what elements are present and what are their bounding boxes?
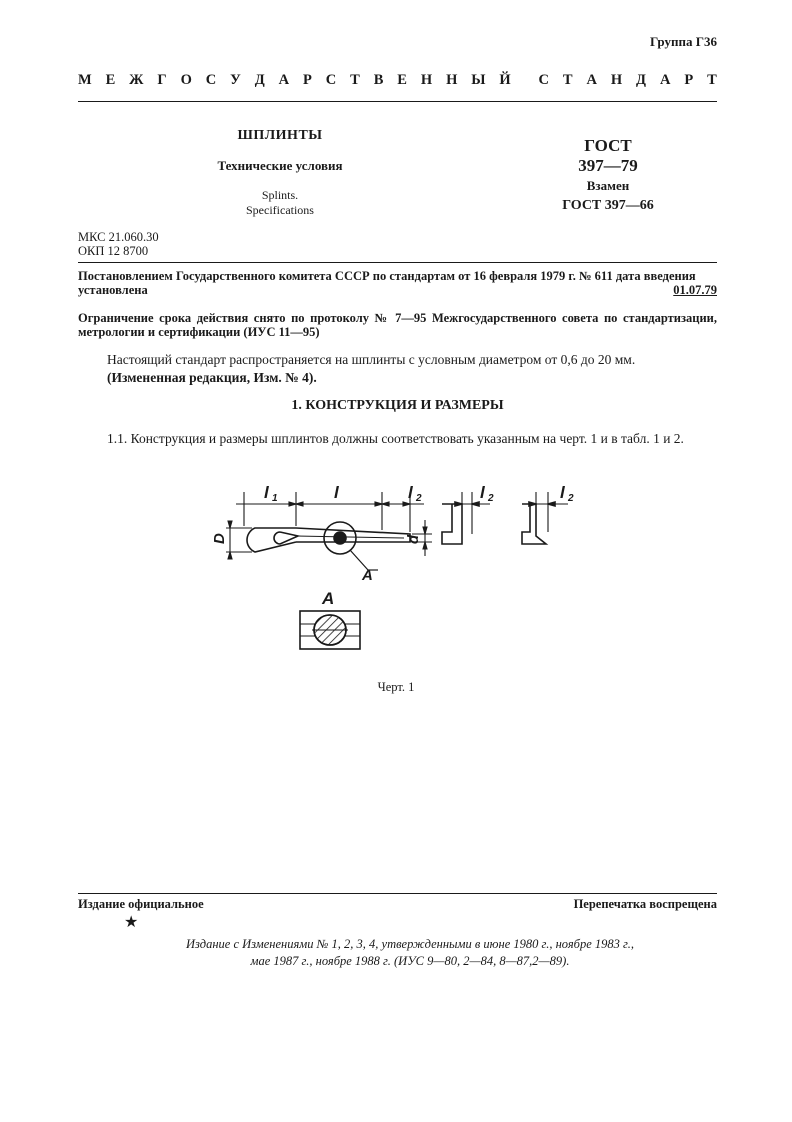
title-block bbox=[180, 128, 380, 218]
dim-sub-2: 2 bbox=[416, 493, 422, 504]
dim-label-l2-view1: l bbox=[480, 484, 485, 502]
edition-note-line2: мае 1987 г., ноябре 1988 г. (ИУС 9—80, 2—84, 8—87,2—89). bbox=[250, 954, 570, 968]
heading-letter: Т bbox=[350, 72, 360, 88]
decree-line2-row bbox=[78, 283, 717, 297]
cotter-pin-drawing bbox=[200, 484, 590, 674]
gost-block bbox=[548, 136, 668, 214]
heading-letter: Г bbox=[157, 72, 167, 88]
codes-rule bbox=[78, 262, 717, 263]
section-a-view bbox=[300, 611, 360, 649]
replaces-label: Взамен bbox=[586, 178, 630, 193]
heading-letter: А bbox=[586, 72, 597, 88]
decree-paragraph bbox=[78, 269, 717, 297]
heading-letter: Т bbox=[562, 72, 573, 88]
heading-letter: О bbox=[180, 72, 192, 88]
english-title-line1: Splints. bbox=[261, 188, 299, 202]
dim-label-d: d bbox=[405, 534, 422, 544]
heading-letter: С bbox=[538, 72, 549, 88]
heading-letter: Т bbox=[707, 72, 717, 88]
introduction-date: 01.07.79 bbox=[673, 283, 717, 297]
clause-1-1: 1.1. Конструкция и размеры шплинтов должны соответствовать указанным на черт. 1 и в табл. 1 и 2. bbox=[107, 431, 684, 446]
replaced-gost: ГОСТ 397—66 bbox=[562, 198, 654, 213]
classification-codes bbox=[78, 230, 159, 258]
okp-code: ОКП 12 8700 bbox=[78, 244, 149, 258]
star-mark: ★ bbox=[124, 914, 139, 931]
heading-letter: Н bbox=[610, 72, 623, 88]
dim-label-l1: l bbox=[264, 484, 269, 502]
footer-rule bbox=[78, 893, 717, 894]
section-title: 1. КОНСТРУКЦИЯ И РАЗМЕРЫ bbox=[291, 398, 504, 413]
scope-amendment: (Измененная редакция, Изм. № 4). bbox=[107, 370, 317, 385]
interstate-standard-heading bbox=[78, 72, 717, 89]
mks-code: МКС 21.060.30 bbox=[78, 230, 159, 244]
heading-letter: Е bbox=[105, 72, 116, 88]
header-rule bbox=[78, 101, 717, 102]
reprint-prohibited-label: Перепечатка воспрещена bbox=[573, 897, 717, 911]
heading-letter: А bbox=[659, 72, 671, 88]
gost-number: 397—79 bbox=[578, 156, 638, 175]
decree-line2: установлена bbox=[78, 283, 148, 297]
dim-sub-2-view2: 2 bbox=[568, 493, 574, 504]
dim-label-D: D bbox=[211, 533, 228, 544]
heading-letter: Н bbox=[446, 72, 458, 88]
heading-letter: Й bbox=[499, 72, 511, 88]
heading-letter: Д bbox=[636, 72, 647, 88]
heading-letter: В bbox=[373, 72, 384, 88]
scope-text: Настоящий стандарт распространяется на шплинты с условным диаметром от 0,6 до 20 мм. bbox=[107, 352, 636, 367]
group-code: Группа Г36 bbox=[649, 34, 717, 49]
heading-letter: Н bbox=[420, 72, 433, 88]
edition-note-line1: Издание с Изменениями № 1, 2, 3, 4, утвержденными в июне 1980 г., ноябре 1983 г., bbox=[186, 937, 634, 951]
heading-letter: Ж bbox=[129, 72, 144, 88]
heading-letter: Е bbox=[397, 72, 407, 88]
scope-paragraph bbox=[107, 351, 717, 387]
heading-letter: М bbox=[78, 72, 92, 88]
detail-label-A: A bbox=[362, 567, 373, 584]
heading-letter: Р bbox=[684, 72, 694, 88]
section-label-A: A bbox=[322, 589, 335, 608]
official-edition-label: Издание официальное bbox=[78, 897, 204, 911]
heading-letter: Р bbox=[302, 72, 312, 88]
english-title-line2: Specifications bbox=[246, 203, 314, 217]
dim-label-l2: l bbox=[408, 484, 413, 502]
pin-side-view bbox=[247, 522, 410, 570]
limitation-paragraph: Ограничение срока действия снято по протоколу № 7—95 Межгосударственного совета по стандартизации, метрологии и сертификации (ИУС 11—95) bbox=[78, 311, 717, 339]
figure-caption: Черт. 1 bbox=[377, 680, 415, 694]
document-subtitle: Технические условия bbox=[217, 158, 343, 173]
heading-letter: С bbox=[325, 72, 337, 88]
dim-label-l2-view2: l bbox=[560, 484, 565, 502]
heading-letter: А bbox=[278, 72, 290, 88]
heading-letter: С bbox=[205, 72, 217, 88]
dim-label-l: l bbox=[334, 484, 339, 502]
heading-letter: Д bbox=[254, 72, 265, 88]
dim-sub-2-view1: 2 bbox=[488, 493, 494, 504]
heading-letter: Ы bbox=[471, 72, 486, 88]
heading-letter: У bbox=[230, 72, 241, 88]
dim-sub-1: 1 bbox=[272, 493, 278, 504]
edition-note bbox=[160, 936, 660, 970]
gost-label: ГОСТ bbox=[584, 136, 632, 155]
decree-line1: Постановлением Государственного комитета СССР по стандартам от 16 февраля 1979 г. № 611 дата введения bbox=[78, 269, 696, 283]
document-title: ШПЛИНТЫ bbox=[237, 128, 323, 143]
